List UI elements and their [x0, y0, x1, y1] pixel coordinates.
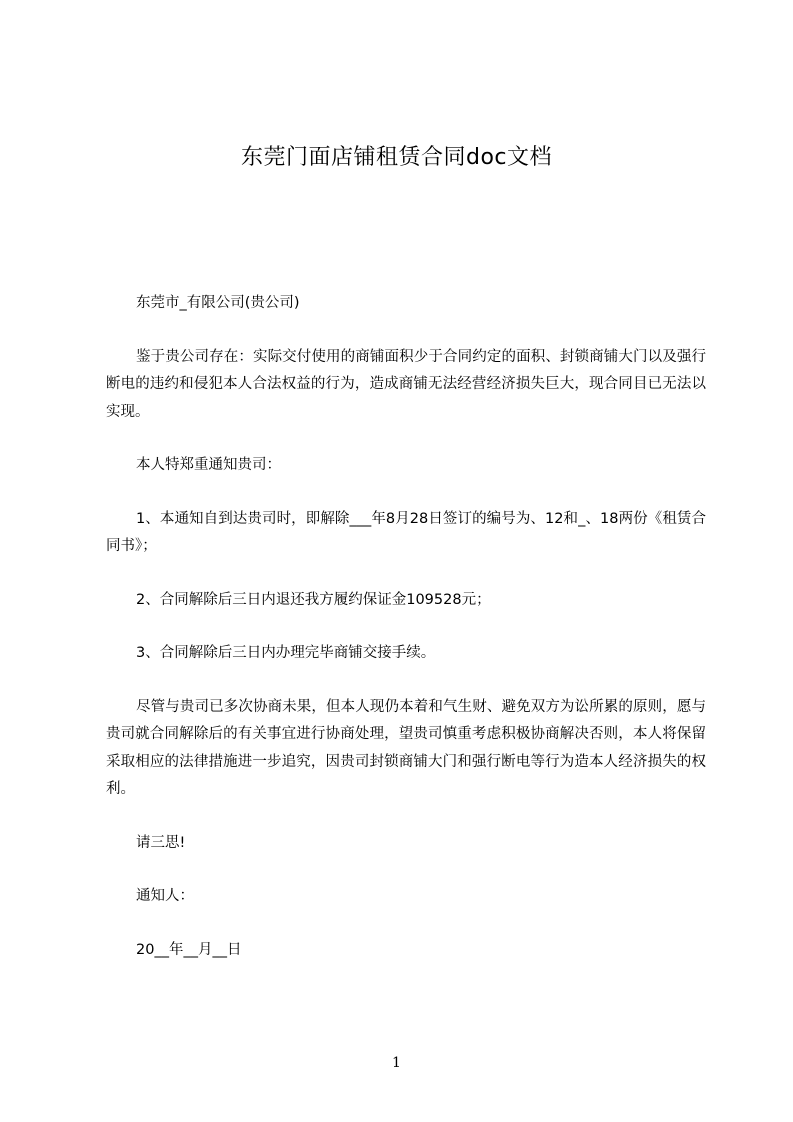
notifier-label: 通知人： [136, 888, 194, 904]
clause-2-deposit-refund: 2、合同解除后三日内退还我方履约保证金109528元； [136, 591, 491, 608]
paragraph-breach-statement: 鉴于贵公司存在：实际交付使用的商铺面积少于合同约定的面积、封锁商铺大门以及强行断电的违约和侵犯本人合法权益的行为，造成商铺无法经营经济损失巨大，现合同目已无法以实现。 [106, 348, 706, 420]
closing-remark: 请三思! [136, 834, 186, 851]
document-title: 东莞门面店铺租赁合同doc文档 [240, 145, 553, 170]
paragraph-negotiation: 尽管与贵司已多次协商未果，但本人现仍本着和气生财、避免双方为讼所累的原则，愿与贵司就合同解除后的有关事宜进行协商处理，望贵司慎重考虑积极协商解决否则，本人将保留采取相应的法律措施进一步追究，因贵司封锁商铺大门和强行断电等行为造本人经济损失的权利。 [106, 698, 706, 797]
date-line: 20__年__月__日 [136, 941, 242, 958]
document-body [106, 290, 706, 990]
clause-1-termination: 1、本通知自到达贵司时，即解除___年8月28日签订的编号为、12和_、18两份《租赁合同书》； [106, 510, 706, 554]
addressee: 东莞市_有限公司(贵公司) [136, 295, 300, 311]
page-number: 1 [392, 1055, 401, 1071]
paragraph-notice-intro: 本人特郑重通知贵司： [136, 457, 281, 473]
clause-3-handover: 3、合同解除后三日内办理完毕商铺交接手续。 [136, 645, 436, 661]
